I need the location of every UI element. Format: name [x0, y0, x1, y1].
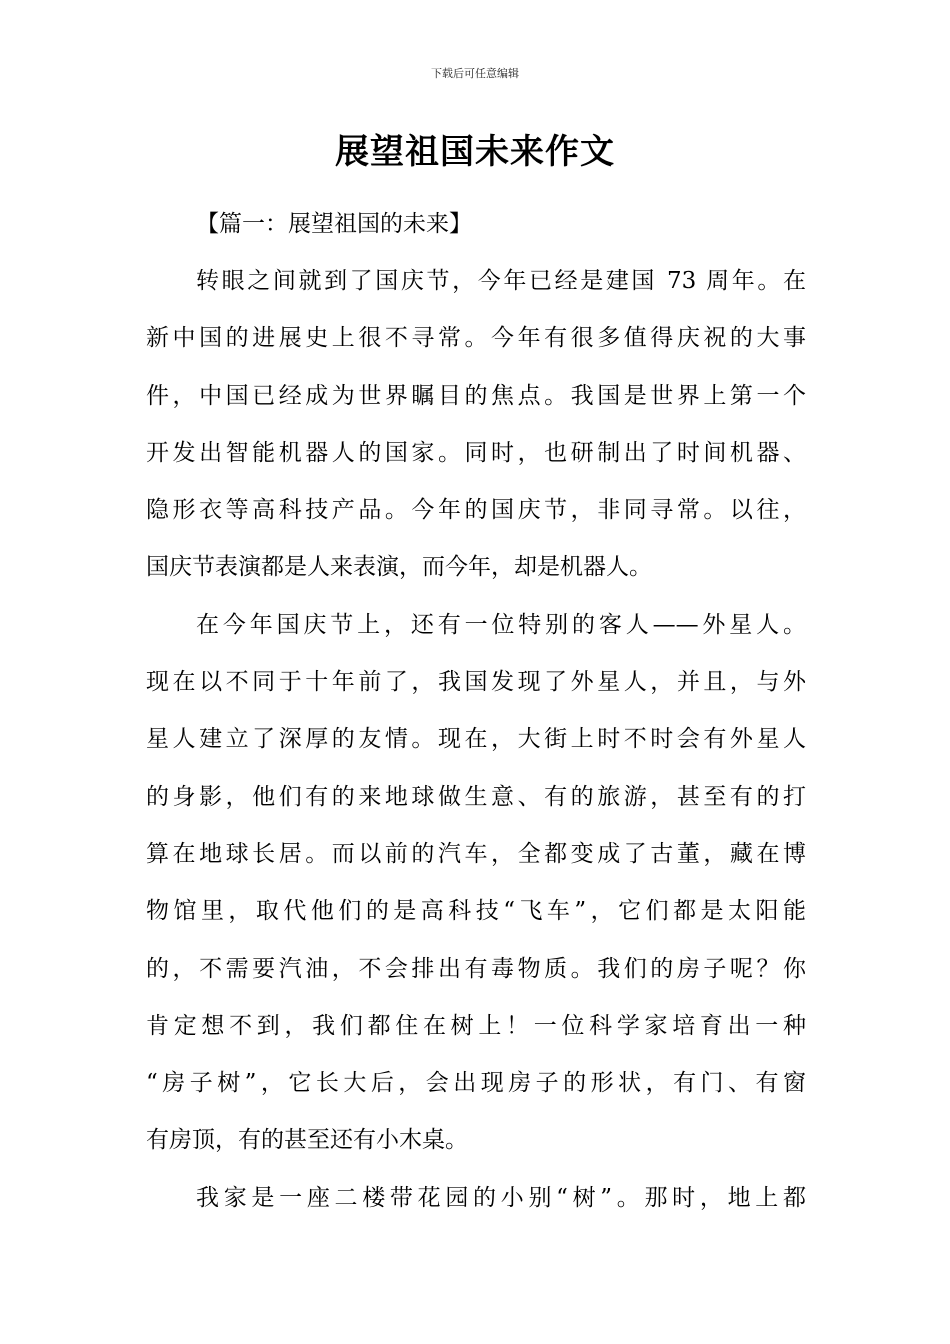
- header-note: 下载后可任意编辑: [431, 67, 519, 80]
- text-line: 我家是一座二楼带花园的小别“树”。那时，地上都: [196, 1184, 806, 1211]
- text-line: 现在以不同于十年前了，我国发现了外星人，并且，与外: [146, 669, 806, 696]
- text-line: 星人建立了深厚的友情。现在，大街上时不时会有外星人: [146, 726, 806, 753]
- text-line: 新中国的进展史上很不寻常。今年有很多值得庆祝的大事: [146, 325, 806, 352]
- paragraph-3: [146, 1170, 806, 1227]
- text-line: 物馆里，取代他们的是高科技“飞车”，它们都是太阳能: [146, 898, 806, 925]
- text-line: 有房顶，有的甚至还有小木桌。: [146, 1127, 468, 1154]
- text-line: 肯定想不到，我们都住在树上！一位科学家培育出一种: [146, 1012, 806, 1039]
- paragraph-2: [146, 597, 806, 1170]
- text-line: 的，不需要汽油，不会排出有毒物质。我们的房子呢？你: [146, 955, 806, 982]
- text-line: 在今年国庆节上，还有一位特别的客人——外星人。: [196, 611, 806, 638]
- section-heading: 【篇一：展望祖国的未来】: [196, 211, 472, 237]
- text-line: 开发出智能机器人的国家。同时，也研制出了时间机器、: [146, 439, 806, 466]
- document-body: [146, 196, 806, 1227]
- text-line: 的身影，他们有的来地球做生意、有的旅游，甚至有的打: [146, 783, 806, 810]
- text-line: 隐形衣等高科技产品。今年的国庆节，非同寻常。以往，: [146, 497, 806, 524]
- text-line: 件，中国已经成为世界瞩目的焦点。我国是世界上第一个: [146, 382, 806, 409]
- text-line: 算在地球长居。而以前的汽车，全都变成了古董，藏在博: [146, 840, 806, 867]
- text-line: 国庆节表演都是人来表演，而今年，却是机器人。: [146, 554, 652, 581]
- text-line: “房子树”，它长大后，会出现房子的形状，有门、有窗: [146, 1070, 806, 1097]
- paragraph-1: [146, 253, 806, 597]
- text-line: 转眼之间就到了国庆节，今年已经是建国 73 周年。在: [196, 268, 806, 294]
- document-title: 展望祖国未来作文: [335, 132, 615, 172]
